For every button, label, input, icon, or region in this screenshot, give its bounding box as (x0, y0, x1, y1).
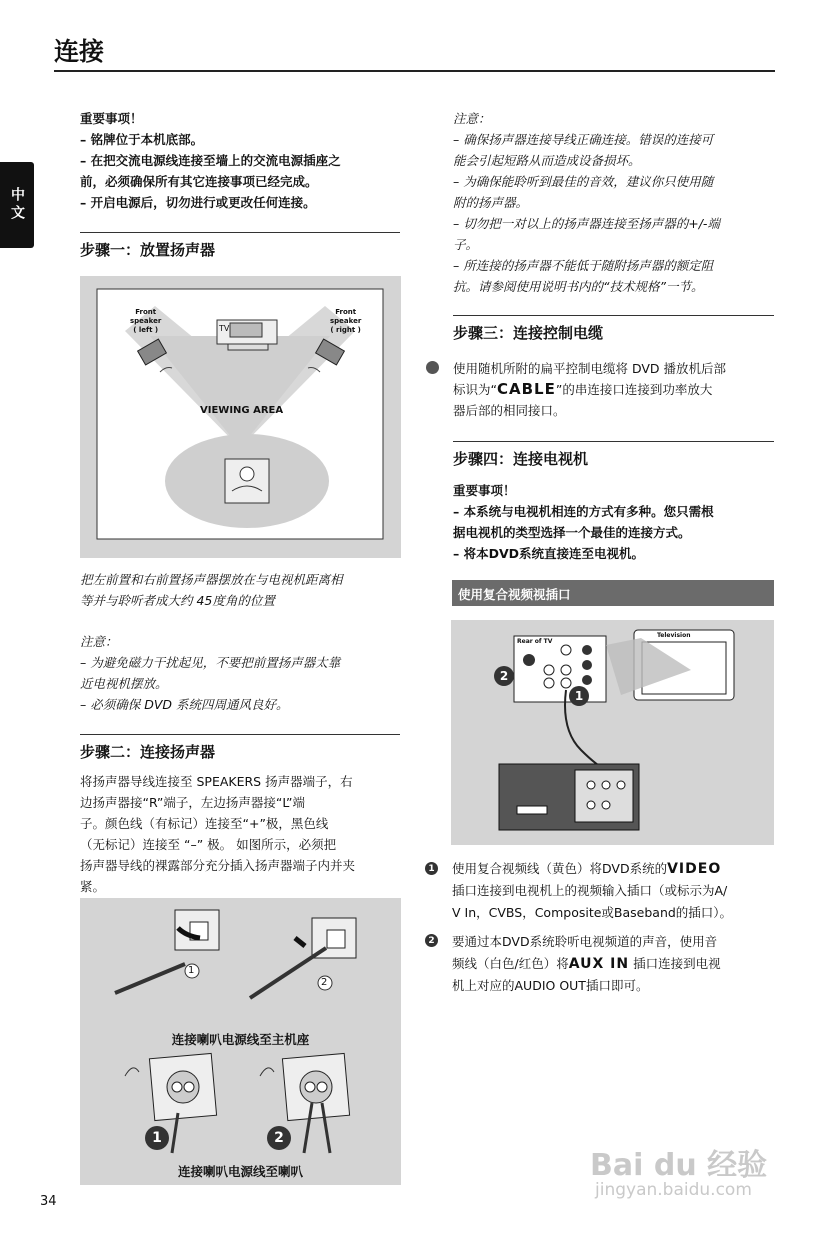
note1-item: 近电视机摆放。 (80, 676, 168, 691)
language-tab: 中文 (0, 162, 34, 248)
caption-to-main-unit: 连接喇叭电源线至主机座 (171, 1032, 310, 1047)
step1-heading: 步骤一：放置扬声器 (80, 241, 216, 259)
tv-label: TV (219, 324, 230, 333)
note-item: 抗。请参阅使用说明书内的“技术规格”一节。 (453, 279, 704, 294)
step-a-number: 1 (188, 965, 195, 976)
video-label: VIDEO (667, 861, 722, 877)
list-item: 频线（白色/红色）将AUX IN 插口连接到电视 (452, 956, 721, 972)
important-item: – 开启电源后，切勿进行或更改任何连接。 (80, 195, 316, 210)
note-item: – 所连接的扬声器不能低于随附扬声器的额定阻 (453, 258, 714, 273)
bullet-dot (426, 361, 439, 374)
note-item: – 为确保能聆听到最佳的音效，建议你只使用随 (453, 174, 714, 189)
connection-badge-2: 2 (494, 666, 514, 686)
list-item: 要通过本DVD系统聆听电视频道的声音，使用音 (452, 934, 718, 949)
rear-of-tv-label: Rear of TV (517, 638, 553, 645)
note-item: 附的扬声器。 (453, 195, 529, 210)
page-title: 连接 (54, 37, 105, 66)
step2-text: 边扬声器接“R”端子，左边扬声器接“L”端 (80, 795, 305, 810)
note1-heading: 注意： (80, 634, 118, 649)
important-item: 前，必须确保所有其它连接事项已经完成。 (80, 174, 318, 189)
step-badge-1: 1 (145, 1126, 169, 1150)
watermark-logo: Bai du 经验 (590, 1148, 768, 1183)
step-badge-2: 2 (267, 1126, 291, 1150)
list-item: 使用复合视频线（黄色）将DVD系统的VIDEO (452, 861, 722, 877)
connection-badge-1: 1 (569, 686, 589, 706)
list-number-2: 2 (425, 934, 438, 947)
aux-in-label: AUX IN (568, 956, 630, 972)
section-rule (453, 315, 774, 316)
step2-text: （无标记）连接至 “–” 极。 如图所示，必须把 (80, 837, 337, 852)
speaker-placement-diagram (80, 276, 401, 558)
viewing-area-label: VIEWING AREA (200, 405, 284, 416)
step3-text: 使用随机所附的扁平控制电缆将 DVD 播放机后部 (453, 361, 727, 376)
television-label: Television (657, 632, 691, 639)
note-item: – 确保扬声器连接导线正确连接。错误的连接可 (453, 132, 714, 147)
step4-heading: 步骤四：连接电视机 (453, 450, 589, 468)
step2-text: 紧。 (80, 879, 106, 894)
important-item: – 铭牌位于本机底部。 (80, 132, 204, 147)
step2-text: 将扬声器导线连接至 SPEAKERS 扬声器端子，右 (80, 774, 353, 789)
tv-connection-diagram (451, 620, 774, 845)
step3-text: 器后部的相同接口。 (453, 403, 566, 418)
caption-to-speaker: 连接喇叭电源线至喇叭 (177, 1164, 303, 1179)
step4-item: – 将本DVD系统直接连至电视机。 (453, 546, 645, 561)
important-heading: 重要事项！ (80, 111, 143, 126)
note-item: – 切勿把一对以上的扬声器连接至扬声器的+/-端 (453, 216, 720, 231)
step2-heading: 步骤二：连接扬声器 (80, 743, 216, 761)
composite-video-bar: 使用复合视频视插口 (452, 580, 774, 606)
section-rule (453, 441, 774, 442)
step2-text: 扬声器导线的裸露部分充分插入扬声器端子内并夹 (80, 858, 356, 873)
step3-text: 标识为“CABLE”的串连接口连接到功率放大 (453, 380, 713, 398)
important-item: – 在把交流电源线连接至墙上的交流电源插座之 (80, 153, 341, 168)
note-heading: 注意： (453, 111, 491, 126)
step2-text: 子。颜色线（有标记）连接至“+”极，黑色线 (80, 816, 329, 831)
note-item: 能会引起短路从而造成设备损坏。 (453, 153, 641, 168)
note1-item: – 为避免磁力干扰起见，不要把前置扬声器太靠 (80, 655, 341, 670)
speaker-wiring-diagram (80, 898, 401, 1185)
list-item: 插口连接到电视机上的视频输入插口（或标示为A/ (452, 883, 728, 898)
step3-heading: 步骤三：连接控制电缆 (453, 324, 604, 342)
list-item: V In，CVBS，Composite或Baseband的插口）。 (452, 905, 733, 920)
watermark-url: jingyan.baidu.com (595, 1180, 752, 1200)
step-b-number: 2 (321, 977, 328, 988)
step1-caption: 把左前置和右前置扬声器摆放在与电视机距离相 (80, 572, 343, 587)
title-rule (54, 70, 775, 72)
list-number-1: 1 (425, 862, 438, 875)
step1-caption: 等并与聆听者成大约 45度角的位置 (80, 593, 275, 608)
note-item: 子。 (453, 237, 479, 252)
front-right-label: Front speaker ( right ) (330, 308, 362, 334)
list-item: 机上对应的AUDIO OUT插口即可。 (452, 978, 649, 993)
step4-important: 重要事项！ (453, 483, 516, 498)
section-rule (80, 232, 400, 233)
note1-item: – 必须确保 DVD 系统四周通风良好。 (80, 697, 289, 712)
front-left-label: Front speaker ( left ) (130, 308, 162, 334)
step4-item: – 本系统与电视机相连的方式有多种。您只需根 (453, 504, 714, 519)
step4-item: 据电视机的类型选择一个最佳的连接方式。 (453, 525, 691, 540)
page-number: 34 (40, 1194, 57, 1209)
cable-label: CABLE (496, 380, 556, 398)
section-rule (80, 734, 400, 735)
